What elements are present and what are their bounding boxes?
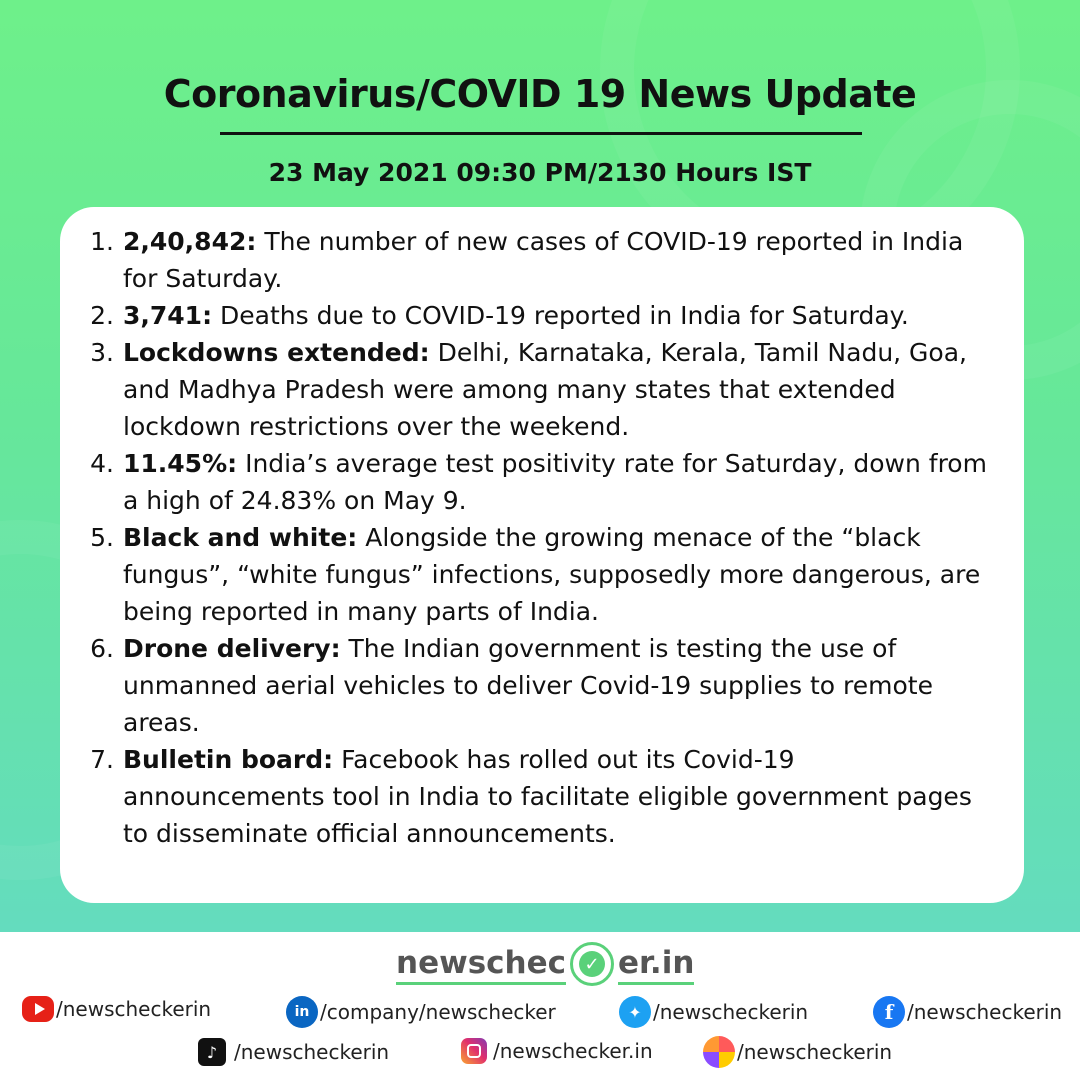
social-handle-facebook: /newscheckerin xyxy=(907,1000,1063,1024)
item-term: 2,40,842: xyxy=(123,227,257,256)
linkedin-icon: in xyxy=(286,996,318,1028)
item-term: Bulletin board: xyxy=(123,745,334,774)
item-number: 2. xyxy=(90,301,114,330)
item-number: 4. xyxy=(90,449,114,478)
social-linkedin[interactable] xyxy=(286,996,556,1028)
list-item xyxy=(60,223,1024,297)
social-youtube[interactable] xyxy=(22,996,211,1022)
twitter-icon: ✦ xyxy=(619,996,651,1028)
brand-text-left: newschec xyxy=(396,944,566,985)
item-text: The number of new cases of COVID-19 reported in India for Saturday. xyxy=(123,227,964,293)
item-text: Facebook has rolled out its Covid-19 announcements tool in India to facilitate eligible government pages to disseminate official announcements. xyxy=(123,745,972,848)
social-tiktok[interactable] xyxy=(198,1038,389,1066)
item-text: Alongside the growing menace of the “black fungus”, “white fungus” infections, supposedly more dangerous, are being reported in many parts of India. xyxy=(123,523,981,626)
brand-text-right: er.in xyxy=(618,944,694,985)
title-underline xyxy=(220,132,862,135)
social-handle-linkedin: /company/newschecker xyxy=(320,1000,556,1024)
social-handle-tiktok: /newscheckerin xyxy=(234,1040,390,1064)
list-item xyxy=(60,297,1024,334)
item-number: 5. xyxy=(90,523,114,552)
tiktok-icon: ♪ xyxy=(198,1038,226,1066)
social-handle-koo: /newscheckerin xyxy=(737,1040,893,1064)
list-item xyxy=(60,741,1024,852)
item-number: 7. xyxy=(90,745,114,774)
item-text: The Indian government is testing the use of unmanned aerial vehicles to deliver Covid-19 supplies to remote areas. xyxy=(123,634,933,737)
item-number: 6. xyxy=(90,634,114,663)
item-term: 3,741: xyxy=(123,301,213,330)
social-handle-instagram: /newschecker.in xyxy=(493,1039,653,1063)
list-item xyxy=(60,445,1024,519)
item-term: Black and white: xyxy=(123,523,358,552)
brand-logo[interactable] xyxy=(396,942,694,986)
item-term: Drone delivery: xyxy=(123,634,341,663)
item-term: Lockdowns extended: xyxy=(123,338,430,367)
list-item xyxy=(60,519,1024,630)
social-koo[interactable] xyxy=(703,1036,892,1068)
item-number: 3. xyxy=(90,338,114,367)
social-instagram[interactable] xyxy=(461,1038,653,1064)
instagram-icon xyxy=(461,1038,487,1064)
social-handle-twitter: /newscheckerin xyxy=(653,1000,809,1024)
social-facebook[interactable] xyxy=(873,996,1062,1028)
list-item xyxy=(60,334,1024,445)
item-text: India’s average test positivity rate for Saturday, down from a high of 24.83% on May 9. xyxy=(123,449,987,515)
social-handle-youtube: /newscheckerin xyxy=(56,997,212,1021)
youtube-icon xyxy=(22,996,54,1022)
social-twitter[interactable] xyxy=(619,996,808,1028)
item-text: Deaths due to COVID-19 reported in India for Saturday. xyxy=(212,301,909,330)
facebook-icon: f xyxy=(873,996,905,1028)
checkmark-glyph: ✓ xyxy=(579,951,605,977)
item-text: Delhi, Karnataka, Kerala, Tamil Nadu, Goa, and Madhya Pradesh were among many states that extended lockdown restrictions over the weekend. xyxy=(123,338,967,441)
news-card xyxy=(60,207,1024,903)
page-title: Coronavirus/COVID 19 News Update xyxy=(163,72,917,116)
koo-icon xyxy=(703,1036,735,1068)
date-subtitle: 23 May 2021 09:30 PM/2130 Hours IST xyxy=(268,158,812,187)
item-term: 11.45%: xyxy=(123,449,238,478)
list-item xyxy=(60,630,1024,741)
checkmark-badge-icon xyxy=(570,942,614,986)
news-list xyxy=(60,223,1024,852)
item-number: 1. xyxy=(90,227,114,256)
